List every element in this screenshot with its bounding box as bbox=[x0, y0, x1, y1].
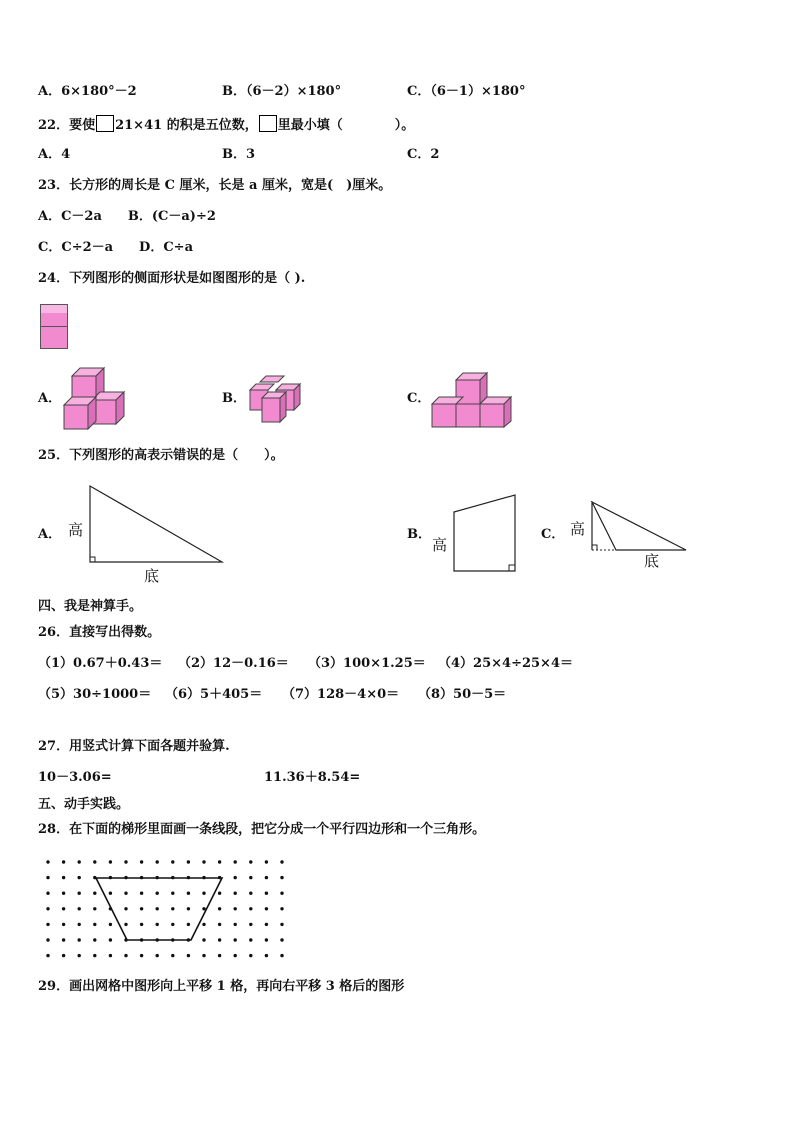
grid-dot bbox=[265, 876, 268, 879]
base-label: 底 bbox=[644, 552, 660, 570]
grid-dot bbox=[234, 876, 237, 879]
grid-dot bbox=[156, 923, 159, 926]
grid-dot bbox=[140, 860, 143, 863]
grid-dot bbox=[78, 892, 81, 895]
q22-suffix: 里最小填（ ）。 bbox=[277, 118, 415, 133]
q21-option-a: A．6×180°－2 bbox=[38, 84, 137, 99]
grid-dot bbox=[171, 860, 174, 863]
grid-dot bbox=[156, 860, 159, 863]
grid-dot bbox=[140, 907, 143, 910]
grid-dot bbox=[280, 876, 283, 879]
grid-dot bbox=[93, 907, 96, 910]
q28-stem: 28．在下面的梯形里面画一条线段，把它分成一个平行四边形和一个三角形。 bbox=[38, 822, 486, 837]
grid-dot bbox=[124, 954, 127, 957]
q26-item: （3）100×1.25＝ bbox=[308, 656, 426, 671]
grid-dot bbox=[62, 938, 65, 941]
grid-dot bbox=[62, 954, 65, 957]
grid-dot bbox=[249, 923, 252, 926]
grid-dot bbox=[62, 923, 65, 926]
q24-option-a-label: A． bbox=[38, 391, 62, 406]
q24-option-a-cubes bbox=[62, 368, 128, 430]
grid-dot bbox=[46, 923, 49, 926]
grid-dot bbox=[171, 923, 174, 926]
grid-dot bbox=[156, 892, 159, 895]
q25-option-c-label: C． bbox=[541, 527, 565, 542]
q27-stem: 27．用竖式计算下面各题并验算. bbox=[38, 739, 230, 754]
q22-stem bbox=[38, 115, 414, 134]
q23-options-row2: C．C÷2－a D．C÷a bbox=[38, 240, 193, 255]
grid-dot bbox=[265, 923, 268, 926]
grid-dot bbox=[62, 907, 65, 910]
grid-dot bbox=[109, 892, 112, 895]
grid-dot bbox=[249, 907, 252, 910]
grid-dot bbox=[171, 892, 174, 895]
grid-dot bbox=[234, 860, 237, 863]
grid-dot bbox=[62, 892, 65, 895]
q24-stem: 24．下列图形的侧面形状是如图图形的是（ ). bbox=[38, 271, 306, 286]
grid-dot bbox=[46, 954, 49, 957]
q24-option-c-label: C． bbox=[407, 391, 431, 406]
grid-dot bbox=[187, 907, 190, 910]
grid-dot bbox=[249, 860, 252, 863]
grid-dot bbox=[187, 954, 190, 957]
q24-side-view-figure bbox=[40, 304, 70, 350]
q25-option-a-triangle bbox=[66, 484, 226, 584]
grid-dot bbox=[78, 907, 81, 910]
grid-dot bbox=[218, 907, 221, 910]
grid-dot bbox=[249, 892, 252, 895]
grid-dot bbox=[265, 892, 268, 895]
grid-dot bbox=[109, 923, 112, 926]
grid-dot bbox=[171, 954, 174, 957]
grid-dot bbox=[124, 892, 127, 895]
grid-dot bbox=[265, 860, 268, 863]
grid-dot bbox=[78, 876, 81, 879]
q25-option-b-trapezoid bbox=[430, 492, 520, 574]
grid-dot bbox=[46, 938, 49, 941]
grid-dot bbox=[46, 860, 49, 863]
q23-stem: 23．长方形的周长是 C 厘米，长是 a 厘米，宽是( )厘米。 bbox=[38, 178, 392, 193]
grid-dot bbox=[171, 907, 174, 910]
grid-dot bbox=[62, 860, 65, 863]
grid-dot bbox=[187, 860, 190, 863]
grid-dot bbox=[93, 892, 96, 895]
grid-dot bbox=[187, 923, 190, 926]
grid-dot bbox=[202, 938, 205, 941]
grid-dot bbox=[109, 860, 112, 863]
grid-dot bbox=[280, 938, 283, 941]
grid-dot bbox=[202, 860, 205, 863]
q24-option-b-label: B． bbox=[222, 391, 246, 406]
q26-stem: 26．直接写出得数。 bbox=[38, 625, 161, 640]
grid-dot bbox=[93, 860, 96, 863]
grid-dot bbox=[46, 907, 49, 910]
q29-stem: 29．画出网格中图形向上平移 1 格，再向右平移 3 格后的图形 bbox=[38, 979, 405, 994]
q28-dot-grid bbox=[40, 852, 300, 964]
grid-dot bbox=[234, 938, 237, 941]
grid-dot bbox=[78, 938, 81, 941]
grid-dot bbox=[218, 892, 221, 895]
grid-dot bbox=[280, 892, 283, 895]
grid-dot bbox=[280, 907, 283, 910]
grid-dot bbox=[218, 860, 221, 863]
section-4-heading: 四、我是神算手。 bbox=[38, 599, 143, 614]
grid-dot bbox=[234, 907, 237, 910]
grid-dot bbox=[124, 860, 127, 863]
q26-item: （8）50－5＝ bbox=[418, 687, 507, 702]
grid-dot bbox=[140, 923, 143, 926]
blank-box bbox=[259, 115, 277, 132]
q23-options-row1: A．C－2a B．(C－a)÷2 bbox=[38, 209, 216, 224]
grid-dot bbox=[249, 954, 252, 957]
grid-dot bbox=[78, 923, 81, 926]
q24-option-c-cubes bbox=[432, 372, 512, 428]
grid-dot bbox=[140, 954, 143, 957]
grid-dot bbox=[156, 907, 159, 910]
q26-item: （4）25×4÷25×4＝ bbox=[438, 656, 573, 671]
q26-item: （2）12－0.16＝ bbox=[178, 656, 289, 671]
section-5-heading: 五、动手实践。 bbox=[38, 797, 130, 812]
grid-dot bbox=[280, 860, 283, 863]
blank-box bbox=[96, 115, 114, 132]
grid-dot bbox=[218, 923, 221, 926]
grid-dot bbox=[249, 938, 252, 941]
q27-left: 10－3.06= bbox=[38, 770, 112, 785]
grid-dot bbox=[249, 876, 252, 879]
grid-dot bbox=[202, 954, 205, 957]
q22-option-c: C．2 bbox=[407, 147, 440, 162]
grid-dot bbox=[140, 892, 143, 895]
grid-dot bbox=[265, 907, 268, 910]
base-label: 底 bbox=[144, 567, 160, 585]
grid-dot bbox=[124, 907, 127, 910]
height-label: 高 bbox=[432, 536, 448, 554]
grid-dot bbox=[156, 954, 159, 957]
grid-dot bbox=[280, 923, 283, 926]
q22-prefix: 22．要使 bbox=[38, 118, 96, 133]
q25-option-a-label: A． bbox=[38, 527, 62, 542]
q24-option-b-cubes bbox=[248, 376, 304, 424]
grid-dot bbox=[234, 892, 237, 895]
grid-dot bbox=[218, 954, 221, 957]
grid-dot bbox=[93, 923, 96, 926]
q22-option-b: B．3 bbox=[222, 147, 256, 162]
grid-dot bbox=[218, 938, 221, 941]
grid-dot bbox=[46, 876, 49, 879]
grid-dot bbox=[109, 938, 112, 941]
grid-dot bbox=[46, 892, 49, 895]
q21-option-b: B．（6－2）×180° bbox=[222, 84, 342, 99]
q26-item: （6）5＋405＝ bbox=[165, 687, 263, 702]
q26-item: （7）128－4×0＝ bbox=[282, 687, 400, 702]
height-label: 高 bbox=[570, 520, 586, 538]
q26-item: （5）30÷1000＝ bbox=[38, 687, 152, 702]
q27-right: 11.36＋8.54= bbox=[264, 770, 361, 785]
grid-dot bbox=[265, 938, 268, 941]
grid-dot bbox=[124, 923, 127, 926]
grid-dot bbox=[93, 954, 96, 957]
grid-dot bbox=[78, 954, 81, 957]
grid-dot bbox=[93, 938, 96, 941]
grid-dot bbox=[265, 954, 268, 957]
grid-dot bbox=[234, 954, 237, 957]
q25-option-b-label: B． bbox=[407, 527, 431, 542]
grid-dot bbox=[202, 923, 205, 926]
grid-dot bbox=[62, 876, 65, 879]
height-label: 高 bbox=[68, 521, 84, 539]
q22-middle: 21×41 的积是五位数， bbox=[115, 118, 258, 133]
q26-item: （1）0.67＋0.43＝ bbox=[38, 656, 163, 671]
grid-dot bbox=[187, 892, 190, 895]
q25-stem: 25．下列图形的高表示错误的是（ ）。 bbox=[38, 448, 284, 463]
grid-dot bbox=[78, 860, 81, 863]
q21-option-c: C．（6－1）×180° bbox=[407, 84, 526, 99]
grid-dot bbox=[280, 954, 283, 957]
grid-dot bbox=[234, 923, 237, 926]
q22-option-a: A．4 bbox=[38, 147, 71, 162]
grid-dot bbox=[202, 892, 205, 895]
q25-option-c-triangle bbox=[566, 498, 690, 572]
grid-dot bbox=[109, 954, 112, 957]
